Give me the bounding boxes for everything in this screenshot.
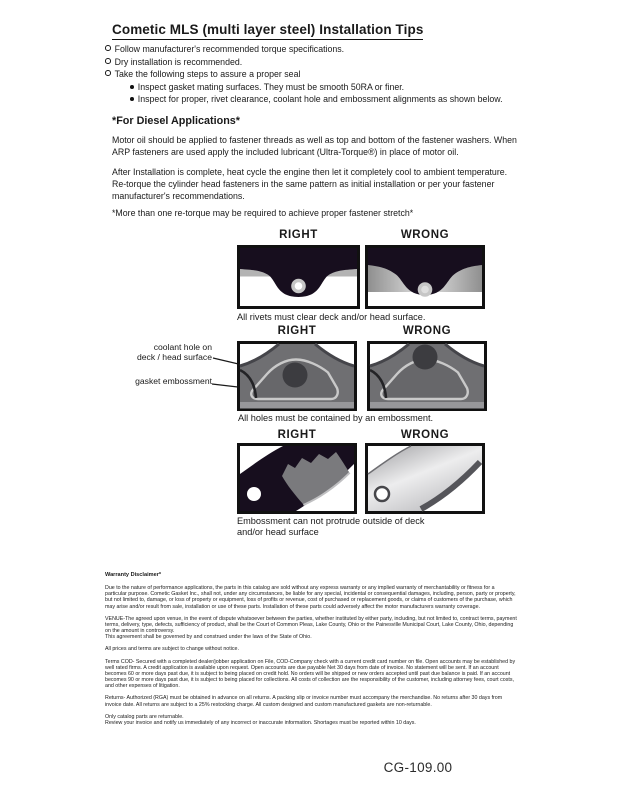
- list-item: [105, 56, 242, 68]
- embossment-caption: Embossment can not protrude outside of deck and/or head surface: [237, 516, 425, 537]
- dot-bullet-icon: [130, 97, 134, 101]
- coolant-hole-icon: [283, 363, 308, 388]
- holes-caption: All holes must be contained by an embossment.: [238, 413, 434, 423]
- diesel-note: *More than one re-torque may be required to achieve proper fastener stretch*: [112, 208, 414, 218]
- disclaimer-paragraph: Returns- Authorized (RGA) must be obtained in advance on all returns. A packing slip or invoice number must accompany the merchandise. No returns after 30 days from invoice date. All returns are subject to a 25% restocking charge. All custom designed and custom manufactured gaskets are non-returnable.: [105, 695, 503, 708]
- rivet-caption: All rivets must clear deck and/or head surface.: [237, 312, 426, 322]
- holes-right-diagram: [237, 341, 357, 411]
- right-label: RIGHT: [277, 325, 317, 337]
- wrong-label: WRONG: [400, 429, 450, 441]
- right-label: RIGHT: [279, 229, 318, 241]
- circle-bullet-icon: [105, 58, 111, 64]
- disclaimer-paragraph: VENUE-The agreed upon venue, in the event of dispute whatsoever between the parties, whether instituted by either party, including, but not limited to, contract terms, payment terms, delivery, type, defects, sufficiency of product, shall be the Court of Common Pleas, Lake County, Ohio or the Painesville Municipal Court, Lake County, Ohio, depending on the amount in controversy. This agreement shall be governed by and construed under the laws of the State of Ohio.: [105, 615, 517, 641]
- rivet-right-diagram: [237, 245, 360, 309]
- list-item: [130, 81, 404, 93]
- holes-wrong-diagram: [367, 341, 487, 411]
- warranty-disclaimer: [105, 572, 517, 732]
- embossment-wrong-diagram: [365, 443, 485, 514]
- disclaimer-paragraph: Only catalog parts are returnable. Review your invoice and notify us immediately of any incorrect or inaccurate information. Shortages must be reported within 10 days.: [105, 713, 416, 726]
- diesel-heading: *For Diesel Applications*: [112, 115, 240, 127]
- circle-bullet-icon: [105, 45, 111, 51]
- list-item: [105, 43, 344, 55]
- disclaimer-paragraph: Due to the nature of performance applications, the parts in this catalog are sold without any express warranty or any implied warranty of merchantability or fitness for a particular purpose. Cometic Gasket Inc., shall not, under any circumstances, be liable for any special, incidental or consequential damages, including, person, party or property, but not limited to, damage, or loss of property or equipment, loss of profits or revenue, cost of purchased or replacement goods, or claims of customers of the purchase, which may arise and/or result from sale, installation or use of these parts. Installation of these parts could adversely affect the motor manufacturers warranty coverage.: [105, 585, 516, 610]
- diesel-paragraph-oil: Motor oil should be applied to fastener threads as well as top and bottom of the fastener washers. When ARP fasteners are used apply the included lubricant (Ultra-Torque®) in place of motor oil.: [112, 135, 517, 158]
- coolant-hole-label: coolant hole on deck / head surface: [136, 342, 212, 363]
- bullet-text: Follow manufacturer's recommended torque specifications.: [114, 44, 345, 54]
- bolt-hole-icon: [375, 487, 389, 501]
- bullet-text: Take the following steps to assure a proper seal: [114, 69, 301, 79]
- diesel-paragraph-retorque: After Installation is complete, heat cycle the engine then let it completely cool to ambient temperature. Re-torque the cylinder head fasteners in the same pattern as initial installation or per your fastener manufacturer's recommendations.: [112, 167, 508, 202]
- right-label: RIGHT: [277, 429, 317, 441]
- list-item: [105, 68, 300, 80]
- page-title-wrap: [112, 21, 423, 39]
- circle-bullet-icon: [105, 70, 111, 76]
- embossment-right-diagram: [237, 443, 357, 514]
- coolant-hole-icon: [413, 345, 438, 370]
- page-title: Cometic MLS (multi layer steel) Installation Tips: [112, 22, 423, 40]
- disclaimer-heading: Warranty Disclaimer*: [105, 572, 162, 578]
- list-item: [130, 93, 503, 105]
- gasket-embossment-label: gasket embossment: [135, 376, 212, 386]
- bullet-text: Inspect for proper, rivet clearance, coolant hole and embossment alignments as shown below.: [137, 94, 503, 104]
- bullet-text: Dry installation is recommended.: [114, 56, 243, 67]
- rivet-wrong-diagram: [365, 245, 485, 309]
- bullet-text: Inspect gasket mating surfaces. They must be smooth 50RA or finer.: [137, 81, 405, 92]
- wrong-label: WRONG: [402, 325, 452, 337]
- disclaimer-paragraph: All prices and terms are subject to change without notice.: [105, 646, 239, 653]
- page-code: CG-109.00: [383, 760, 453, 775]
- wrong-label: WRONG: [400, 229, 450, 241]
- disclaimer-paragraph: Terms COD- Secured with a completed dealer/jobber application on File, COD-Company check with a current credit card number on file. Open accounts may be established by well rated firms. A credit application is available upon request. Open accounts are due payable Net 30 days from date of invoice. No statement will be sent. If an account becomes 60 or more days past due, it is subject to being placed on credit hold. No orders will be shipped or new orders accepted until past due balance is paid. If an account becomes 90 or more days past due, it is subject to being placed for collections. All costs of collection are the responsibility of the customer, including attorney fees, court costs, and other expenses of litigation.: [105, 658, 516, 690]
- dot-bullet-icon: [130, 85, 134, 89]
- bolt-hole-icon: [247, 487, 261, 501]
